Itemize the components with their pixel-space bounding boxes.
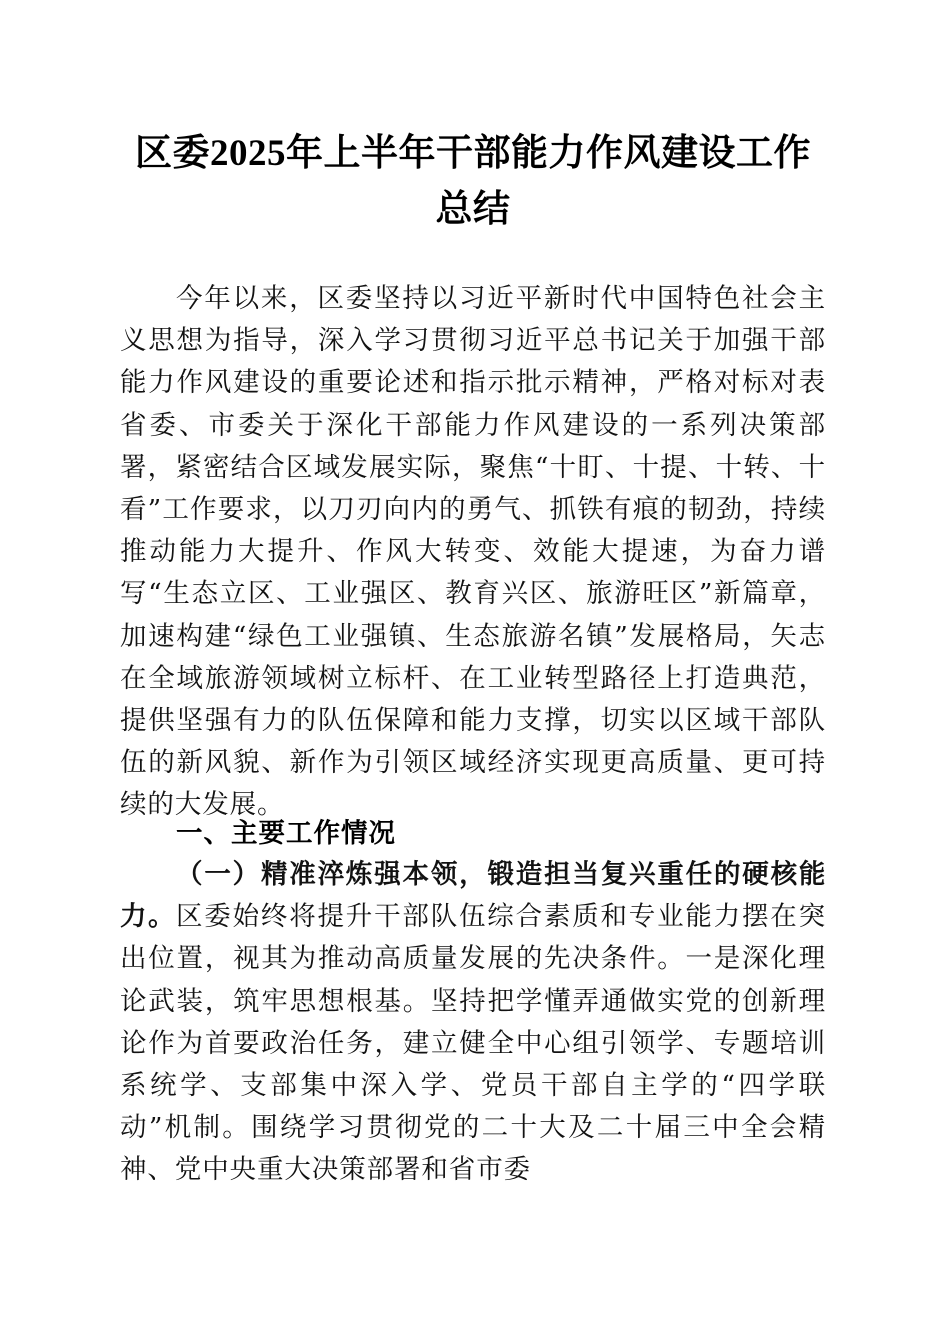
heading-main-work-situation: 一、主要工作情况 [176, 818, 396, 848]
document-title: 区委2025年上半年干部能力作风建设工作总结 [135, 133, 811, 230]
section-one-body-text: 区委始终将提升干部队伍综合素质和专业能力摆在突出位置，视其为推动高质量发展的先决条件。一是深化理论武装，筑牢思想根基。坚持把学懂弄通做实党的创新理论作为首要政治任务，建立健全中心组引领学、专题培训系统学、支部集中深入学、党员干部自主学的“四学联动”机制。围绕学习贯彻党的二十大及二十届三中全会精神、党中央重大决策部署和省市委 [120, 901, 826, 1186]
section-one-lead-heading: （一）精准淬炼强本领，锻造担当复兴重任的硬核能力。 [120, 859, 826, 933]
intro-paragraph: 今年以来，区委坚持以习近平新时代中国特色社会主义思想为指导，深入学习贯彻习近平总书记关于加强干部能力作风建设的重要论述和指示批示精神，严格对标对表省委、市委关于深化干部能力作风建设的一系列决策部署，紧密结合区域发展实际，聚焦“十盯、十提、十转、十看”工作要求，以刀刃向内的勇气、抓铁有痕的韧劲，持续推动能力大提升、作风大转变、效能大提速，为奋力谱写“生态立区、工业强区、教育兴区、旅游旺区”新篇章，加速构建“绿色工业强镇、生态旅游名镇”发展格局，矢志在全域旅游领域树立标杆、在工业转型路径上打造典范，提供坚强有力的队伍保障和能力支撑，切实以区域干部队伍的新风貌、新作为引领区域经济实现更高质量、更可持续的大发展。 [120, 283, 826, 821]
section-one-paragraph [120, 854, 826, 1192]
